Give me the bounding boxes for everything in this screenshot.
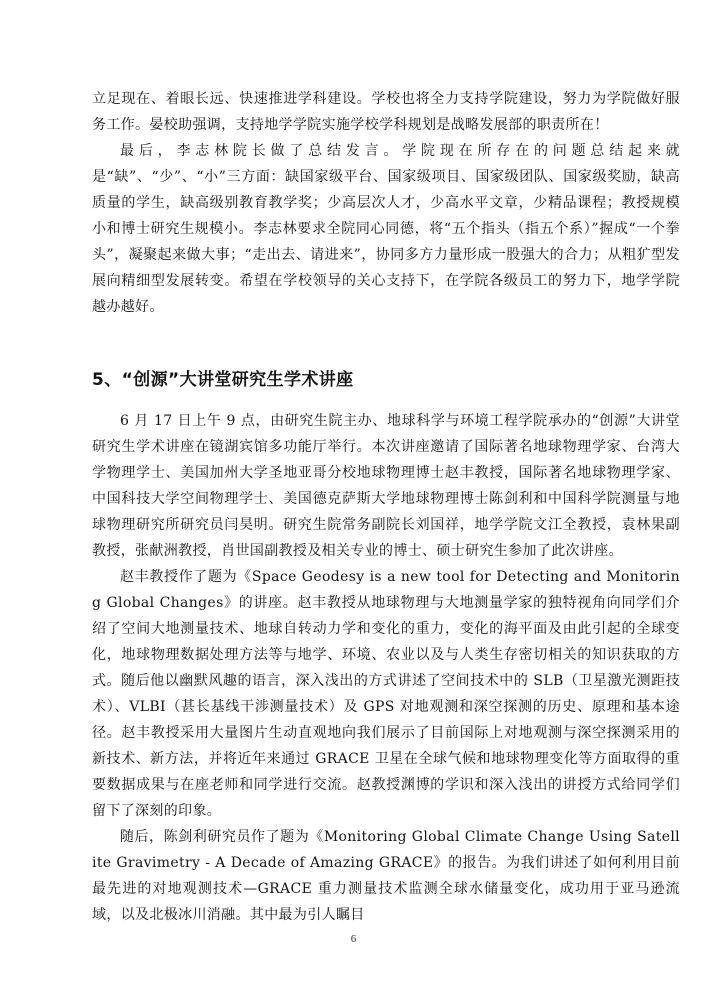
paragraph-zhao-feng-lecture: 赵丰教授作了题为《Space Geodesy is a new tool for Detecting and Monitoring Global Changes》的讲座。赵丰教授从地球物理与大地测量学家的独特视角向同学们介绍了空间大地测量技术、地球自转动力学和变化的重力，变化的海平面及由此引起的全球变化，地球物理数据处理方法等与地学、环境、农业以及与人类生存密切相关的知识获取的方式。随后他以幽默风趣的语言，深入浅出的方式讲述了空间技术中的 SLB（卫星激光测距技术）、VLBI（甚长基线干涉测量技术）及 GPS 对地观测和深空探测的历史、原理和基本途径。赵丰教授采用大量图片生动直观地向我们展示了目前国际上对地观测与深空探测采用的新技术、新方法，并将近年来通过 GRACE 卫星在全球气候和地球物理变化等方面取得的重要数据成果与在座老师和同学进行交流。赵教授渊博的学识和深入浅出的讲授方式给同学们留下了深刻的印象。 bbox=[92, 569, 680, 819]
section-heading: 5、“创源”大讲堂研究生学术讲座 bbox=[92, 370, 354, 390]
paragraph-chen-jianli-report: 随后，陈剑利研究员作了题为《Monitoring Global Climate Change Using Satellite Gravimetry - A Decade of Amazing GRACE》的报告。为我们讲述了如何利用目前最先进的对地观测技术—GRACE 重力测量技术监测全球水储量变化，成功用于亚马逊流域，以及北极冰川消融。其中最为引人瞩目 bbox=[92, 829, 680, 923]
paragraph-lecture-intro: 6 月 17 日上午 9 点，由研究生院主办、地球科学与环境工程学院承办的“创源”大讲堂研究生学术讲座在镜湖宾馆多功能厅举行。本次讲座邀请了国际著名地球物理学家、台湾大学物理学士、美国加州大学圣地亚哥分校地球物理博士赵丰教授，国际著名地球物理学家、中国科技大学空间物理学士、美国德克萨斯大学地球物理博士陈剑利和中国科学院测量与地球物理研究所研究员闫昊明。研究生院常务副院长刘国祥，地学学院文江全教授，袁林果副教授，张献洲教授，肖世国副教授及相关专业的博士、硕士研究生参加了此次讲座。 bbox=[92, 413, 680, 559]
paragraph-intro-continued: 立足现在、着眼长远、快速推进学科建设。学校也将全力支持学院建设，努力为学院做好服务工作。晏校助强调，支持地学学院实施学校学科规划是战略发展部的职责所在！ bbox=[92, 91, 680, 133]
section-spacer bbox=[92, 320, 680, 344]
page-number: 6 bbox=[350, 933, 357, 945]
page-content bbox=[92, 86, 680, 928]
paragraph-summary-speech: 最后，李志林院长做了总结发言。学院现在所存在的问题总结起来就是“缺”、“少”、“小”三方面：缺国家级平台、国家级项目、国家级团队、国家级奖励，缺高质量的学生，缺高级别教育教学奖；少高层次人才，少高水平文章，少精品课程；教授规模小和博士研究生规模小。李志林要求全院同心同德，将“五个指头（指五个系）”握成“一个拳头”，凝聚起来做大事；“走出去、请进来”，协同多方力量形成一股强大的合力；从粗犷型发展向精细型发展转变。希望在学校领导的关心支持下，在学院各级员工的努力下，地学学院越办越好。 bbox=[92, 143, 680, 315]
